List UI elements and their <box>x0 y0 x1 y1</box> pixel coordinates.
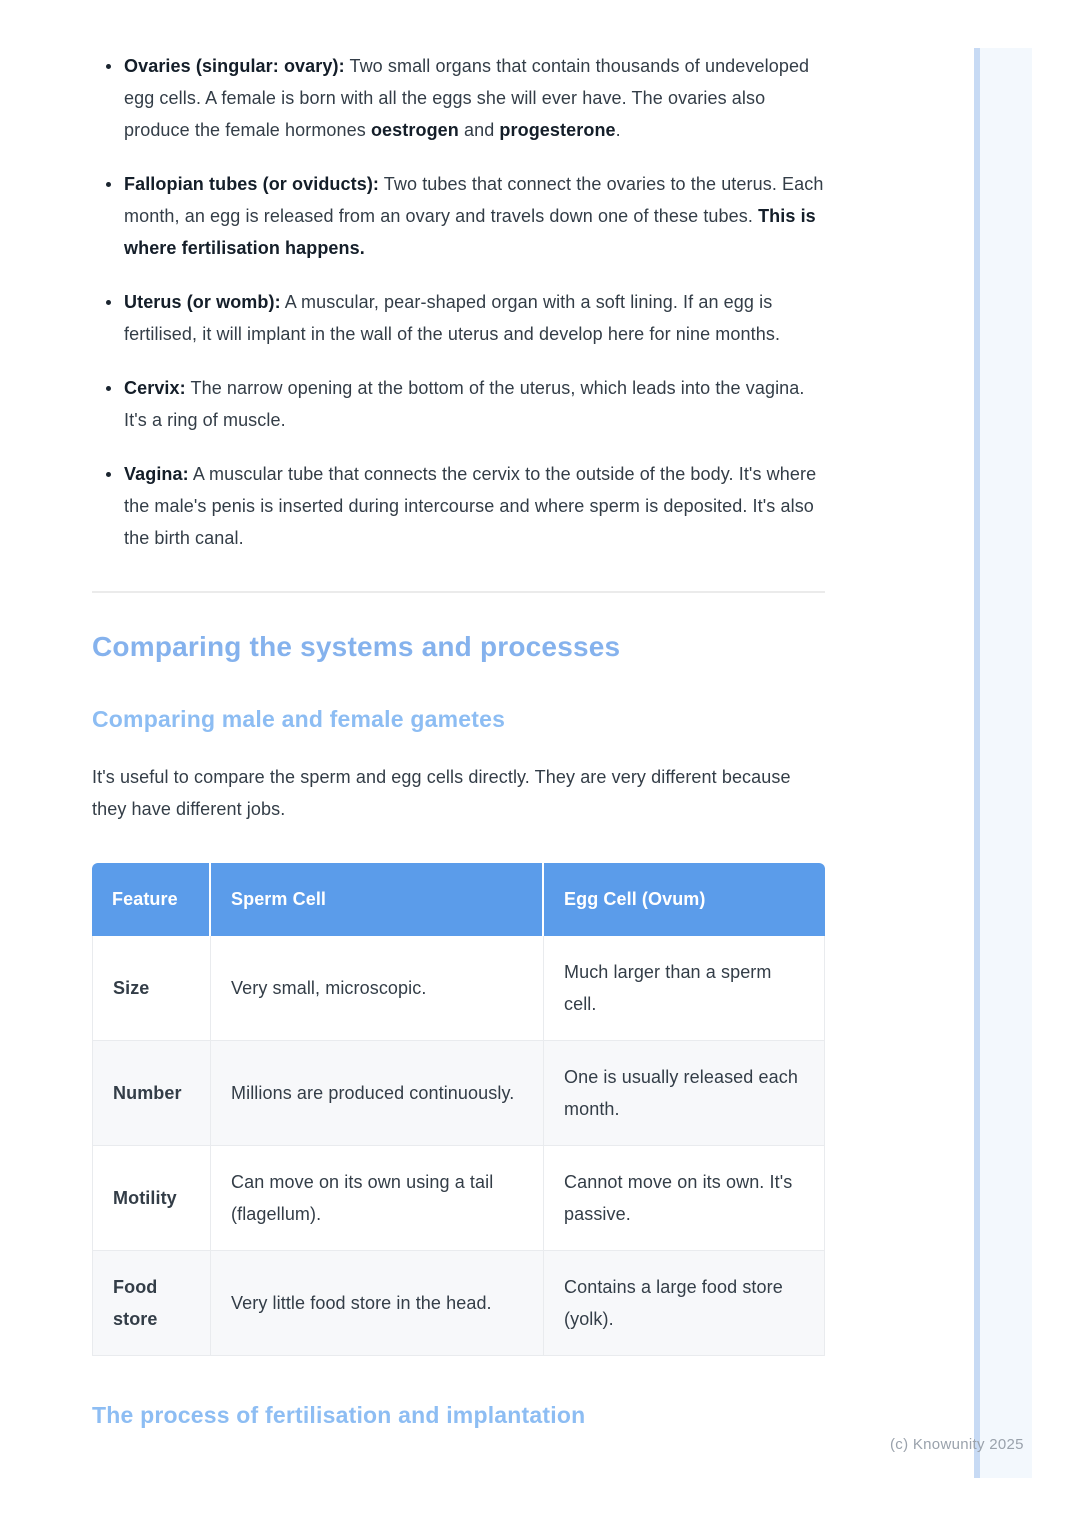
copyright-notice: (c) Knowunity 2025 <box>890 1436 1024 1453</box>
subsection-heading-gametes: Comparing male and female gametes <box>92 706 506 732</box>
cell-food-store-sperm: Very little food store in the head. <box>211 1251 544 1356</box>
term-vagina: Vagina: <box>124 464 189 484</box>
list-item-text: The narrow opening at the bottom of the uterus, which leads into the vagina. It's a ring of muscle. <box>124 378 805 430</box>
list-item-uterus <box>123 286 825 350</box>
cell-size-egg: Much larger than a sperm cell. <box>544 936 825 1041</box>
cell-motility-sperm: Can move on its own using a tail (flagellum). <box>211 1146 544 1251</box>
table-row-number <box>92 1041 825 1146</box>
list-item-text: Two small organs that contain thousands of undeveloped egg cells. A female is born with all the eggs she will ever have. The ovaries also produce the female hormones <box>124 56 810 140</box>
row-label-size: Size <box>92 936 211 1041</box>
cell-size-sperm: Very small, microscopic. <box>211 936 544 1041</box>
section-heading-comparing-systems: Comparing the systems and processes <box>92 631 621 662</box>
row-label-food-store: Food store <box>92 1251 211 1356</box>
intro-paragraph: It's useful to compare the sperm and egg cells directly. They are very different because they have different jobs. <box>92 767 791 819</box>
column-header-feature: Feature <box>92 863 211 936</box>
cell-food-store-egg: Contains a large food store (yolk). <box>544 1251 825 1356</box>
section-divider <box>92 591 825 593</box>
cell-number-sperm: Millions are produced continuously. <box>211 1041 544 1146</box>
table-row-motility <box>92 1146 825 1251</box>
list-item-text: and <box>458 120 500 140</box>
list-item-cervix <box>123 372 825 436</box>
term-progesterone: progesterone <box>499 120 616 140</box>
list-item-text: Two tubes that connect the ovaries to the uterus. Each month, an egg is released from an ovary and travels down one of these tubes. <box>124 174 824 226</box>
female-organs-list <box>92 50 825 554</box>
list-item-text: A muscular, pear-shaped organ with a soft lining. If an egg is fertilised, it will implant in the wall of the uterus and develop here for nine months. <box>124 292 781 344</box>
subsection-heading-fertilisation: The process of fertilisation and implantation <box>92 1402 586 1428</box>
gamete-comparison-table <box>92 863 825 1356</box>
list-item-vagina <box>123 458 825 554</box>
cell-motility-egg: Cannot move on its own. It's passive. <box>544 1146 825 1251</box>
term-cervix: Cervix: <box>124 378 186 398</box>
table-row-food-store <box>92 1251 825 1356</box>
term-oestrogen: oestrogen <box>370 120 459 140</box>
list-item-text: A muscular tube that connects the cervix to the outside of the body. It's where the male's penis is inserted during intercourse and where sperm is deposited. It's also the birth canal. <box>124 464 817 548</box>
page-edge-rail <box>974 48 1032 1478</box>
fertilisation-emphasis: This is where fertilisation happens. <box>124 206 816 258</box>
list-item-ovaries <box>123 50 825 146</box>
list-item-text: . <box>615 120 621 140</box>
table-row-size <box>92 936 825 1041</box>
term-fallopian-tubes: Fallopian tubes (or oviducts): <box>124 174 380 194</box>
row-label-motility: Motility <box>92 1146 211 1251</box>
term-uterus: Uterus (or womb): <box>124 292 281 312</box>
term-ovaries: Ovaries (singular: ovary): <box>124 56 345 76</box>
column-header-egg-cell: Egg Cell (Ovum) <box>544 863 825 936</box>
row-label-number: Number <box>92 1041 211 1146</box>
list-item-fallopian-tubes <box>123 168 825 264</box>
table-header-row <box>92 863 825 936</box>
cell-number-egg: One is usually released each month. <box>544 1041 825 1146</box>
document-content <box>92 50 825 1430</box>
column-header-sperm-cell: Sperm Cell <box>211 863 544 936</box>
